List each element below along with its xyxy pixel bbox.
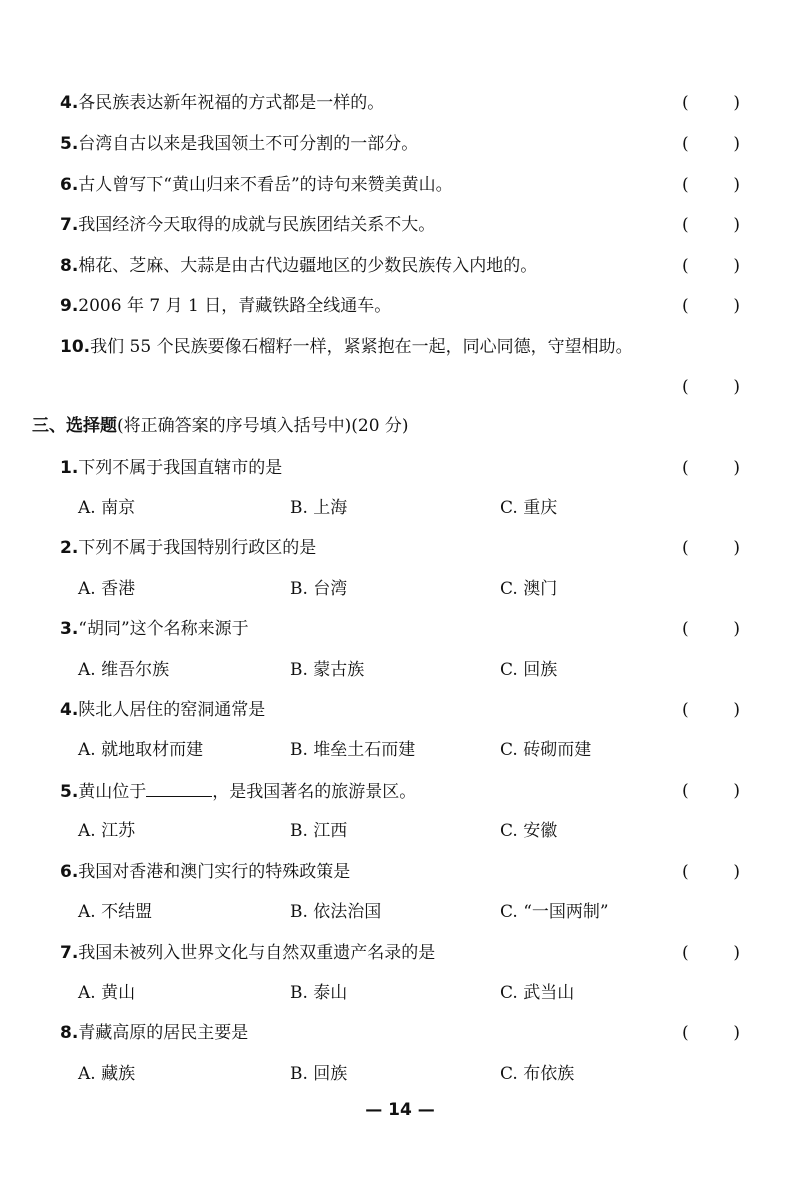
option-c[interactable]: C. 回族 bbox=[500, 660, 558, 680]
question-number: 6. bbox=[60, 175, 79, 195]
choice-item-5 bbox=[60, 778, 740, 804]
judgment-item-10 bbox=[60, 334, 740, 360]
option-a[interactable]: A. 江苏 bbox=[78, 821, 136, 841]
question-text: 2006 年 7 月 1 日，青藏铁路全线通车。 bbox=[78, 296, 392, 316]
answer-bracket[interactable]: ( ) bbox=[682, 781, 740, 801]
option-b[interactable]: B. 泰山 bbox=[290, 983, 348, 1003]
option-b[interactable]: B. 台湾 bbox=[290, 579, 348, 599]
choice-options-7 bbox=[78, 980, 740, 1006]
question-text: 棉花、芝麻、大蒜是由古代边疆地区的少数民族传入内地的。 bbox=[78, 256, 538, 276]
question-text: 下列不属于我国直辖市的是 bbox=[78, 458, 283, 478]
judgment-item-6 bbox=[60, 172, 740, 198]
answer-bracket[interactable]: ( ) bbox=[682, 1023, 740, 1043]
answer-bracket[interactable]: ( ) bbox=[682, 619, 740, 639]
answer-bracket[interactable]: ( ) bbox=[682, 175, 740, 195]
option-c[interactable]: C. 武当山 bbox=[500, 983, 575, 1003]
question-number: 5. bbox=[60, 782, 79, 802]
option-b[interactable]: B. 蒙古族 bbox=[290, 660, 365, 680]
choice-item-1 bbox=[60, 455, 740, 481]
option-a[interactable]: A. 南京 bbox=[78, 498, 136, 518]
question-text: 我们 55 个民族要像石榴籽一样，紧紧抱在一起，同心同德，守望相助。 bbox=[90, 337, 633, 357]
question-text: 我国经济今天取得的成就与民族团结关系不大。 bbox=[78, 215, 436, 235]
option-b[interactable]: B. 上海 bbox=[290, 498, 348, 518]
option-c[interactable]: C. 重庆 bbox=[500, 498, 558, 518]
option-c[interactable]: C. 砖砌而建 bbox=[500, 740, 592, 760]
answer-bracket[interactable]: ( ) bbox=[682, 93, 740, 113]
question-text: 各民族表达新年祝福的方式都是一样的。 bbox=[78, 93, 385, 113]
question-number: 9. bbox=[60, 296, 79, 316]
answer-bracket[interactable]: ( ) bbox=[682, 943, 740, 963]
question-text: 我国对香港和澳门实行的特殊政策是 bbox=[78, 862, 351, 882]
option-c[interactable]: C. 澳门 bbox=[500, 579, 558, 599]
answer-bracket[interactable]: ( ) bbox=[682, 700, 740, 720]
judgment-item-8 bbox=[60, 253, 740, 279]
question-number: 4. bbox=[60, 700, 79, 720]
question-text-after: ，是我国著名的旅游景区。 bbox=[212, 782, 417, 802]
question-text-before: 黄山位于 bbox=[78, 782, 147, 802]
option-b[interactable]: B. 回族 bbox=[290, 1064, 348, 1084]
question-number: 3. bbox=[60, 619, 79, 639]
option-b[interactable]: B. 江西 bbox=[290, 821, 348, 841]
question-number: 7. bbox=[60, 943, 79, 963]
judgment-item-7 bbox=[60, 212, 740, 238]
question-text: “胡同”这个名称来源于 bbox=[78, 619, 249, 639]
judgment-item-5 bbox=[60, 131, 740, 157]
question-number: 2. bbox=[60, 538, 79, 558]
question-number: 1. bbox=[60, 458, 79, 478]
option-c[interactable]: C. “一国两制” bbox=[500, 902, 609, 922]
question-number: 4. bbox=[60, 93, 79, 113]
answer-bracket[interactable]: ( ) bbox=[682, 377, 740, 397]
answer-bracket[interactable]: ( ) bbox=[682, 134, 740, 154]
choice-options-5 bbox=[78, 818, 740, 844]
question-number: 8. bbox=[60, 1023, 79, 1043]
choice-item-6 bbox=[60, 859, 740, 885]
choice-options-1 bbox=[78, 495, 740, 521]
choice-options-2 bbox=[78, 576, 740, 602]
option-c[interactable]: C. 布依族 bbox=[500, 1064, 575, 1084]
answer-bracket[interactable]: ( ) bbox=[682, 538, 740, 558]
choice-item-8 bbox=[60, 1020, 740, 1046]
option-a[interactable]: A. 藏族 bbox=[78, 1064, 136, 1084]
question-text: 青藏高原的居民主要是 bbox=[78, 1023, 249, 1043]
choice-options-6 bbox=[78, 899, 740, 925]
option-a[interactable]: A. 就地取材而建 bbox=[78, 740, 204, 760]
option-c[interactable]: C. 安徽 bbox=[500, 821, 558, 841]
option-b[interactable]: B. 堆垒土石而建 bbox=[290, 740, 416, 760]
section-note: (将正确答案的序号填入括号中)(20 分) bbox=[117, 416, 409, 436]
choice-item-3 bbox=[60, 616, 740, 642]
choice-options-3 bbox=[78, 657, 740, 683]
choice-item-4 bbox=[60, 697, 740, 723]
question-text: 台湾自古以来是我国领土不可分割的一部分。 bbox=[78, 134, 419, 154]
option-a[interactable]: A. 不结盟 bbox=[78, 902, 153, 922]
choice-item-2 bbox=[60, 535, 740, 561]
judgment-item-9 bbox=[60, 293, 740, 319]
section-title: 三、选择题(将正确答案的序号填入括号中)(20 分) bbox=[32, 416, 409, 436]
answer-bracket[interactable]: ( ) bbox=[682, 458, 740, 478]
question-number: 8. bbox=[60, 256, 79, 276]
question-text: 陕北人居住的窑洞通常是 bbox=[78, 700, 266, 720]
question-text: 我国未被列入世界文化与自然双重遗产名录的是 bbox=[78, 943, 436, 963]
question-number: 10. bbox=[60, 337, 91, 357]
question-text: 古人曾写下“黄山归来不看岳”的诗句来赞美黄山。 bbox=[78, 175, 453, 195]
judgment-item-4 bbox=[60, 90, 740, 116]
choice-options-4 bbox=[78, 737, 740, 763]
answer-bracket[interactable]: ( ) bbox=[682, 862, 740, 882]
option-b[interactable]: B. 依法治国 bbox=[290, 902, 382, 922]
question-number: 7. bbox=[60, 215, 79, 235]
judgment-item-10-bracket-row bbox=[60, 374, 740, 400]
fill-blank[interactable] bbox=[146, 778, 212, 797]
question-number: 5. bbox=[60, 134, 79, 154]
question-number: 6. bbox=[60, 862, 79, 882]
question-text: 下列不属于我国特别行政区的是 bbox=[78, 538, 317, 558]
option-a[interactable]: A. 黄山 bbox=[78, 983, 136, 1003]
answer-bracket[interactable]: ( ) bbox=[682, 215, 740, 235]
answer-bracket[interactable]: ( ) bbox=[682, 296, 740, 316]
answer-bracket[interactable]: ( ) bbox=[682, 256, 740, 276]
choice-options-8 bbox=[78, 1061, 740, 1087]
option-a[interactable]: A. 维吾尔族 bbox=[78, 660, 170, 680]
page-number: — 14 — bbox=[365, 1100, 435, 1120]
option-a[interactable]: A. 香港 bbox=[78, 579, 136, 599]
choice-item-7 bbox=[60, 940, 740, 966]
